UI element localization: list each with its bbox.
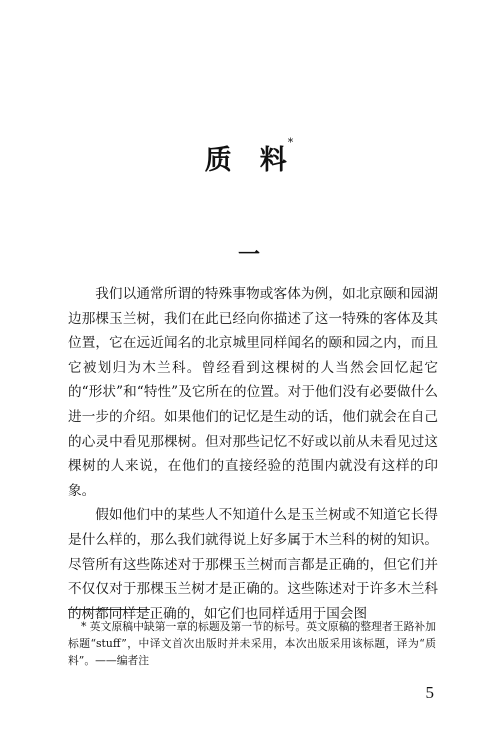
- page-number: 5: [425, 683, 434, 702]
- chapter-title-char-1: 质: [204, 145, 232, 176]
- chapter-title: [0, 138, 498, 177]
- chapter-title-char-2: 料: [259, 145, 287, 176]
- footnote-text: * 英文原稿中缺第一章的标题及第一节的标号。英文原稿的整理者王路补加标题“stuff”，中译文首次出版时并未采用，本次出版采用该标题，译为“质料”。——编者注: [68, 620, 436, 667]
- paragraph-2: 假如他们中的某些人不知道什么是玉兰树或不知道它长得是什么样的，那么我们就得说上好多属于木兰科的树的知识。尽管所有这些陈述对于那棵玉兰树而言都是正确的，但它们并不仅仅对于那棵玉兰树才是正确的。这些陈述对于许多木兰科的树都同样是正确的，如它们也同样适用于国会图: [68, 507, 438, 622]
- body-text: [68, 282, 438, 626]
- paragraph-1: 我们以通常所谓的特殊事物或客体为例，如北京颐和园湖边那棵玉兰树，我们在此已经向你描述了这一特殊的客体及其位置，它在远近闻名的北京城里同样闻名的颐和园之内，而且它被划归为木兰科。曾经看到这棵树的人当然会回忆起它的“形状”和“特性”及它所在的位置。对于他们没有必要做什么进一步的介绍。如果他们的记忆是生动的话，他们就会在自己的心灵中看见那棵树。但对那些记忆不好或以前从未看见过这棵树的人来说，在他们的直接经验的范围内就没有这样的印象。: [68, 286, 438, 499]
- footnote-marker: *: [287, 136, 294, 149]
- footnote-divider: [68, 609, 150, 610]
- section-number: 一: [237, 242, 260, 268]
- footnote: [68, 618, 436, 669]
